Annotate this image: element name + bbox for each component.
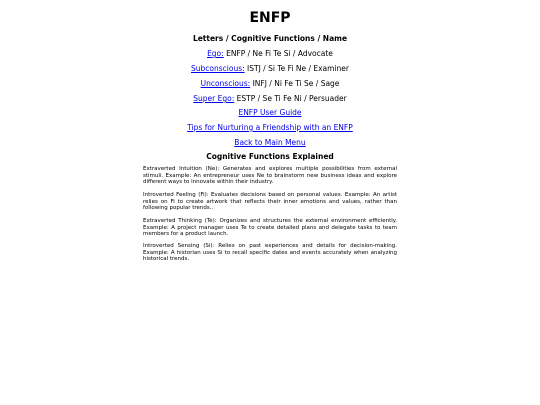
super-ego-value: ESTP / Se Ti Fe Ni / Persuader bbox=[236, 94, 347, 103]
user-guide-link[interactable]: ENFP User Guide bbox=[238, 108, 302, 117]
unconscious-value: INFJ / Ni Fe Ti Se / Sage bbox=[252, 79, 340, 88]
subconscious-row bbox=[0, 64, 540, 74]
subconscious-value: ISTJ / Si Te Fi Ne / Examiner bbox=[247, 64, 349, 73]
super-ego-link[interactable]: Super Ego: bbox=[193, 94, 235, 103]
function-ne-paragraph: Extraverted Intuition (Ne): Generates and explores multiple possibilities from external stimuli. Example: An entrepreneur uses Ne to brainstorm new business ideas and explore different ways to innovate within their industry. bbox=[143, 166, 397, 186]
back-main-menu-row bbox=[0, 138, 540, 148]
friendship-tips-link[interactable]: Tips for Nurturing a Friendship with an ENFP bbox=[187, 123, 353, 132]
function-te-paragraph: Extraverted Thinking (Te): Organizes and structures the external environment efficiently. Example: A project manager uses Te to create detailed plans and delegate tasks to team members for a product launch. bbox=[143, 218, 397, 238]
super-ego-row bbox=[0, 94, 540, 104]
unconscious-link[interactable]: Unconscious: bbox=[200, 79, 251, 88]
ego-link[interactable]: Ego: bbox=[207, 49, 224, 58]
unconscious-row bbox=[0, 79, 540, 89]
page-title: ENFP bbox=[249, 10, 291, 26]
function-fi-paragraph: Introverted Feeling (Fi): Evaluates decisions based on personal values. Example: An artist relies on Fi to create artwork that reflects their inner emotions and values, rather than following popular trends.. bbox=[143, 192, 397, 212]
cognitive-functions-heading: Cognitive Functions Explained bbox=[206, 152, 334, 161]
ego-row bbox=[0, 49, 540, 59]
friendship-tips-row bbox=[0, 123, 540, 133]
page-subtitle: Letters / Cognitive Functions / Name bbox=[192, 34, 348, 43]
user-guide-row bbox=[0, 108, 540, 118]
ego-value: ENFP / Ne Fi Te Si / Advocate bbox=[226, 49, 333, 58]
function-si-paragraph: Introverted Sensing (Si): Relies on past experiences and details for decision-making. Example: A historian uses Si to recall specific dates and events accurately when analyzing historical trends. bbox=[143, 243, 397, 263]
back-main-menu-link[interactable]: Back to Main Menu bbox=[234, 138, 306, 147]
subconscious-link[interactable]: Subconscious: bbox=[191, 64, 245, 73]
